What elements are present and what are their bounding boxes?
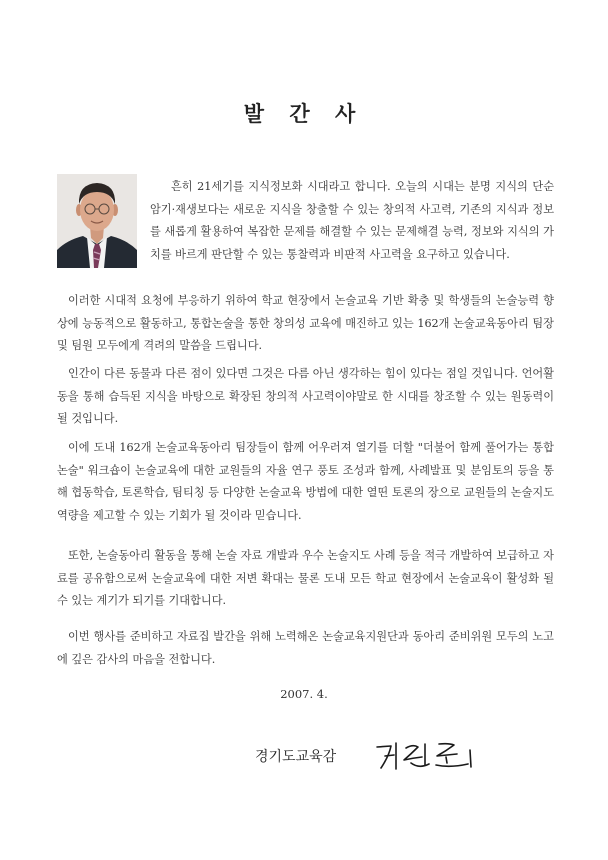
- paragraph-6: 이번 행사를 준비하고 자료집 발간을 위해 노력해온 논술교육지원단과 동아리 준비위원 모두의 노고에 깊은 감사의 마음을 전합니다.: [57, 630, 554, 666]
- portrait-image: [57, 174, 137, 268]
- paragraph-3: 인간이 다른 동물과 다른 점이 있다면 그것은 다름 아닌 생각하는 힘이 있다는 점일 것입니다. 언어활동을 통해 습득된 지식을 바탕으로 확장된 창의적 사고력이야말로 한 시대를 창조할 수 있는 원동력이 될 것입니다.: [57, 367, 554, 425]
- paragraph-5: 또한, 논술동아리 활동을 통해 논술 자료 개발과 우수 논술지도 사례 등을 적극 개발하여 보급하고 자료를 공유함으로써 논술교육에 대한 저변 확대는 물론 도내 모든 학교 현장에서 논술교육이 활성화 될 수 있는 계기가 되기를 기대합니다.: [57, 549, 554, 607]
- paragraph-2: 이러한 시대적 요청에 부응하기 위하여 학교 현장에서 논술교육 기반 확충 및 학생들의 논술능력 향상에 능동적으로 활동하고, 통합논술을 통한 창의성 교육에 매진하고 있는 162개 논술교육동아리 팀장 및 팀원 모두에게 격려의 말씀을 드립니다.: [57, 294, 554, 352]
- author-photo: [57, 174, 137, 268]
- paragraph-4: 이에 도내 162개 논술교육동아리 팀장들이 함께 어우러져 열기를 더할 "더불어 함께 풀어가는 통합논술" 워크숍이 논술교육에 대한 교원들의 자율 연구 풍토 조성과 함께, 사례발표 및 분임토의 등을 통해 협동학습, 토론학습, 팀티칭 등 다양한 논술교육 방법에 대한 열띤 토론의 장으로 교원들의 논술지도 역량을 제고할 수 있는 기회가 될 것이라 믿습니다.: [57, 441, 554, 522]
- handwritten-signature: [373, 738, 489, 772]
- page-title: 발 간 사: [243, 101, 365, 126]
- signer-title: 경기도교육감: [255, 749, 337, 765]
- paragraph-1: 흔히 21세기를 지식정보화 시대라고 합니다. 오늘의 시대는 분명 지식의 단순 암기·재생보다는 새로운 지식을 창출할 수 있는 창의적 사고력, 기존의 지식과 정보를 새롭게 활용하여 복잡한 문제를 해결할 수 있는 문제해결 능력, 정보와 지식의 가치를 바르게 판단할 수 있는 통찰력과 비판적 사고력을 요구하고 있습니다.: [150, 180, 554, 261]
- publication-date: 2007. 4.: [280, 687, 328, 701]
